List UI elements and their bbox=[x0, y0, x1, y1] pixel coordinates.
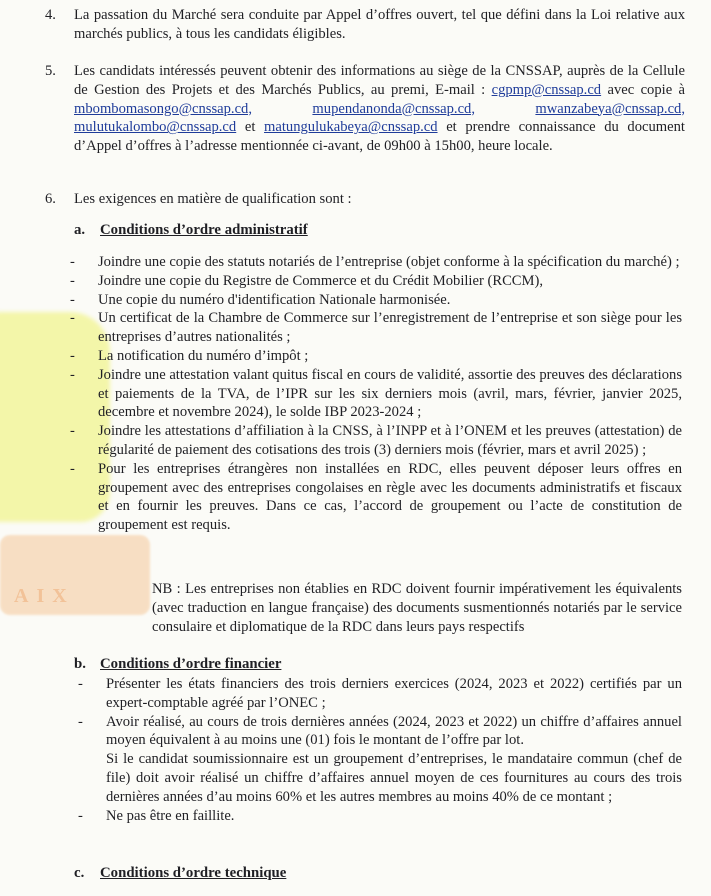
item-text: La passation du Marché sera conduite par Appel d’offres ouvert, tel que défini dans la Loi relative aux marchés publics, à tous les candidats éligibles. bbox=[74, 7, 685, 42]
list-item-continuation: Si le candidat soumissionnaire est un groupement d’entreprises, le mandataire commun (chef de file) doit avoir réalisé un chiffre d’affaires annuel moyen de ces fournitures au cours des trois dernières années d’au moins 60% et les autres membres au moins 40% de ce montant ; bbox=[106, 751, 682, 805]
item-text-part: et prendre connaissance du document d’Appel d’offres à l’adresse mentionnée ci-avant, de 09h00 à 15h00, heure locale. bbox=[74, 119, 685, 155]
email-link[interactable]: mupendanonda@cnssap.cd, bbox=[312, 100, 475, 117]
list-item: - Une copie du numéro d'identification Nationale harmonisée. bbox=[70, 291, 451, 308]
section-letter: b. bbox=[74, 656, 86, 672]
list-item: - Avoir réalisé, au cours de trois dernières années (2024, 2023 et 2022) un chiffre d’affaires annuel moyen équivalent à au moins une (01) fois le montant de l’offre par lot. Si le candidat soumissionnaire est un groupement d’entreprises, le mandataire commun (chef de file) doit avoir réalisé un chiffre d’affaires annuel moyen de ces fournitures au cours des trois dernières années d’au moins 60% et les autres membres au moins 40% de ce montant ; bbox=[78, 713, 682, 805]
item-text-part: Les candidats intéressés peuvent obtenir des informations au siège de la CNSSAP, auprès de la Cellule de Gestion des Projets et des Marchés Publics, au premi, E-mail : bbox=[74, 63, 685, 98]
item-5 bbox=[45, 62, 685, 156]
watermark-text: AIX bbox=[14, 585, 75, 607]
list-item: - Joindre une copie du Registre de Commerce et du Crédit Mobilier (RCCM), bbox=[70, 272, 544, 289]
item-number: 4. bbox=[45, 7, 56, 23]
section-b-list bbox=[78, 675, 682, 825]
section-title: Conditions d’ordre technique bbox=[100, 865, 287, 881]
list-item: - Ne pas être en faillite. bbox=[78, 807, 235, 824]
item-text: Les exigences en matière de qualification sont : bbox=[74, 191, 352, 207]
list-item: - Pour les entreprises étrangères non installées en RDC, elles peuvent déposer leurs offres en groupement avec des entreprises congolaises en règle avec les documents administratifs et fiscaux et en fournir les preuves. Dans ce cas, l’accord de groupement ou l’acte de constitution de groupement est requis. bbox=[70, 460, 682, 534]
nb-note: NB : Les entreprises non établies en RDC doivent fournir impérativement les équivalents (avec traduction en langue française) des documents susmentionnés notariés par le service consulaire et diplomatique de la RDC dans leurs pays respectifs bbox=[152, 581, 682, 635]
section-b-heading bbox=[74, 655, 281, 673]
section-c-heading bbox=[74, 864, 286, 882]
email-link[interactable]: mulutukalombo@cnssap.cd bbox=[74, 119, 237, 136]
email-link[interactable]: matungulukabeya@cnssap.cd bbox=[264, 119, 438, 136]
section-title: Conditions d’ordre administratif bbox=[100, 222, 308, 238]
list-item: - Joindre les attestations d’affiliation à la CNSS, à l’INPP et à l’ONEM et les preuves (attestation) de régularité de paiement des cotisations des trois (3) derniers mois (février, mars et avril 2025) ; bbox=[70, 423, 682, 458]
item-number: 6. bbox=[45, 191, 56, 207]
item-6 bbox=[45, 190, 685, 209]
list-item: - Joindre une attestation valant quitus fiscal en cours de validité, assortie des preuves des déclarations et paiements de la TVA, de l’IPR sur les six derniers mois (avril, mars, février, janvier 2025, decembre et novembre 2024), le solde IBP 2023-2024 ; bbox=[70, 366, 682, 421]
item-text bbox=[74, 62, 685, 156]
section-a-heading bbox=[74, 221, 308, 239]
section-letter: a. bbox=[74, 222, 86, 238]
section-letter: c. bbox=[74, 865, 85, 881]
item-number: 5. bbox=[45, 63, 56, 79]
list-item: - Un certificat de la Chambre de Commerce sur l’enregistrement de l’entreprise et son siège pour les entreprises d’autres nationalités ; bbox=[70, 310, 682, 346]
item-text-part: avec copie à bbox=[607, 81, 686, 98]
section-title: Conditions d’ordre financier bbox=[100, 656, 282, 672]
item-4 bbox=[45, 6, 685, 44]
item-text-part: et bbox=[244, 119, 256, 136]
email-link[interactable]: mbombomasongo@cnssap.cd, bbox=[74, 100, 253, 117]
list-item: - Joindre une copie des statuts notariés de l’entreprise (objet conforme à la spécification du marché) ; bbox=[70, 254, 680, 270]
email-link[interactable]: mwanzabeya@cnssap.cd, bbox=[535, 100, 685, 117]
email-link[interactable]: cgpmp@cnssap.cd bbox=[491, 81, 602, 98]
section-a-list bbox=[70, 253, 682, 535]
list-item: - La notification du numéro d’impôt ; bbox=[70, 347, 309, 364]
list-item: - Présenter les états financiers des trois derniers exercices (2024, 2023 et 2022) certifiés par un expert-comptable agréé par l’ONEC ; bbox=[78, 676, 682, 711]
